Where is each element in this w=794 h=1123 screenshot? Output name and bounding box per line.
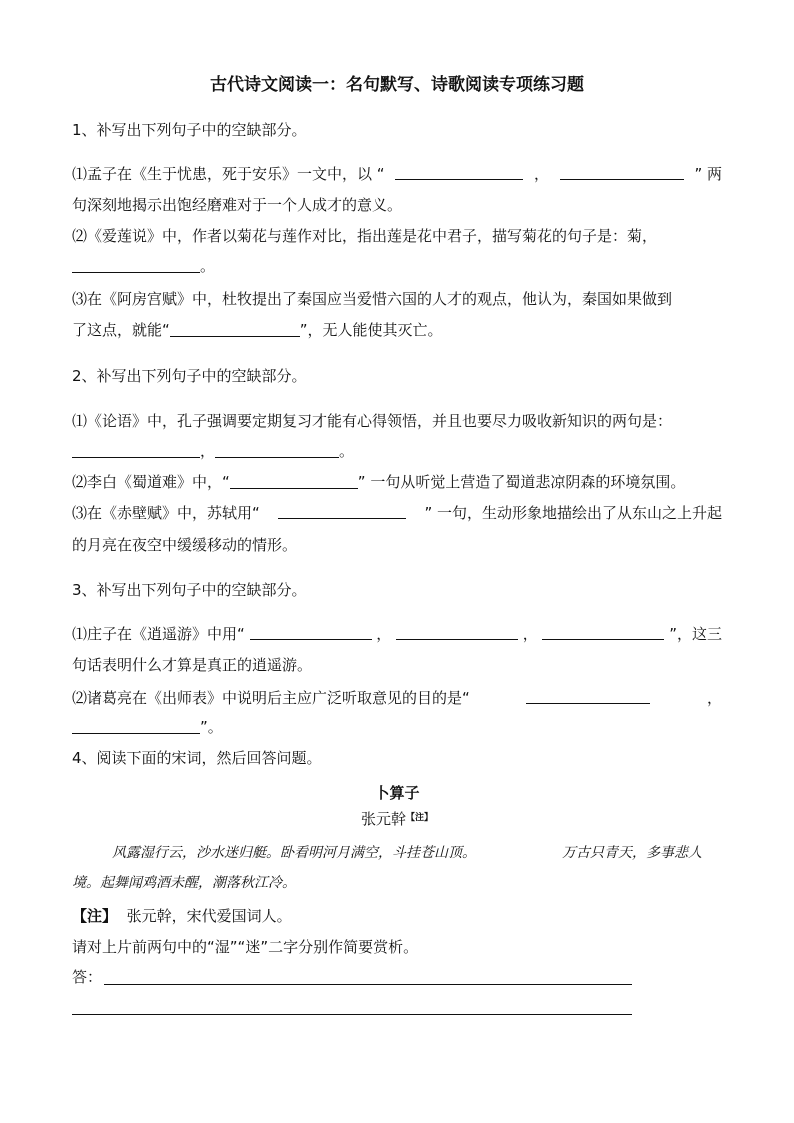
- q1-item1-text-pre: ⑴孟子在《生于忧患，死于安乐》一文中，以 “: [72, 165, 385, 183]
- answer-line[interactable]: [104, 984, 632, 985]
- q2-item1-line2: [72, 441, 354, 461]
- q2-item3-text-pre: ⑶在《赤壁赋》中，苏轼用“: [72, 504, 260, 522]
- q2-item1-sep: ，: [200, 442, 216, 460]
- q3-heading: 3、补写出下列句子中的空缺部分。: [72, 581, 307, 599]
- q3-item1-text-post: ”，这三: [669, 625, 722, 643]
- q2-item2-line: [72, 472, 685, 492]
- q3-item1-line2: 句话表明什么才算是真正的逍遥游。: [72, 656, 313, 674]
- q1-item1-line2: 句深刻地揭示出饱经磨难对于一个人成才的意义。: [72, 196, 403, 214]
- q3-item2-sep: ，: [706, 689, 722, 707]
- answer-blank[interactable]: [170, 321, 300, 337]
- answer-blank[interactable]: [560, 164, 684, 180]
- q1-item2-line2: [72, 256, 215, 276]
- q3-item1-text-pre: ⑴庄子在《逍遥游》中用“: [72, 625, 245, 643]
- answer-blank[interactable]: [395, 164, 523, 180]
- poem-author: [0, 808, 794, 829]
- q3-item2-end: ”。: [200, 718, 223, 736]
- q2-item2-text-pre: ⑵李白《蜀道难》中，“: [72, 473, 230, 491]
- answer-blank[interactable]: [278, 503, 406, 519]
- q1-item2-end: 。: [200, 257, 216, 275]
- note-marker: 【注】: [406, 813, 434, 823]
- answer-blank[interactable]: [72, 442, 200, 458]
- q1-item3-line2: [72, 320, 443, 340]
- note-label: 【注】: [72, 907, 118, 925]
- page-title: 古代诗文阅读一：名句默写、诗歌阅读专项练习题: [210, 75, 584, 95]
- answer-blank[interactable]: [542, 624, 664, 640]
- poem-line1-a: 风露湿行云，沙水迷归艇。卧看明河月满空，斗挂苍山顶。: [112, 845, 476, 861]
- answer-blank[interactable]: [526, 688, 650, 704]
- answer-blank[interactable]: [396, 624, 518, 640]
- q2-heading: 2、补写出下列句子中的空缺部分。: [72, 367, 307, 385]
- note-text: 张元幹，宋代爱国词人。: [126, 907, 292, 925]
- q3-item1-sep1: ，: [376, 625, 392, 643]
- q1-item3-text-post: ”，无人能使其灭亡。: [299, 321, 443, 339]
- q1-heading: 1、补写出下列句子中的空缺部分。: [72, 121, 307, 139]
- poem-line1-b: 万古只青天，多事悲人: [562, 845, 702, 861]
- q4-heading: 4、阅读下面的宋词，然后回答问题。: [72, 749, 322, 767]
- answer-blank[interactable]: [72, 257, 200, 273]
- poem-title: 卜算子: [374, 784, 420, 802]
- q1-item1-line1: [72, 164, 722, 184]
- answer-line[interactable]: [72, 1014, 632, 1015]
- q2-item1-line1: ⑴《论语》中，孔子强调要定期复习才能有心得领悟，并且也要尽力吸收新知识的两句是：: [72, 412, 673, 430]
- author-name: 张元幹: [360, 810, 406, 828]
- q2-item1-end: 。: [339, 442, 355, 460]
- q2-item3-line1: [72, 503, 722, 523]
- q1-item2-line1: ⑵《爱莲说》中，作者以菊花与莲作对比，指出莲是花中君子，描写菊花的句子是：菊，: [72, 227, 658, 245]
- q1-item3-text-pre: 了这点，就能“: [72, 321, 170, 339]
- q1-item1-text-post: ” 两: [694, 165, 722, 183]
- note-line: [72, 906, 292, 926]
- q3-item1-sep2: ，: [522, 625, 538, 643]
- answer-label: 答：: [72, 968, 103, 986]
- answer-blank[interactable]: [250, 624, 372, 640]
- answer-blank[interactable]: [230, 473, 358, 489]
- q1-item1-sep: ，: [533, 165, 549, 183]
- q2-item3-text-post: ” 一句，生动形象地描绘出了从东山之上升起: [424, 504, 722, 522]
- q1-item3-line1: ⑶在《阿房宫赋》中，杜牧提出了秦国应当爱惜六国的人才的观点，他认为，秦国如果做到: [72, 290, 673, 308]
- q3-item2-line2: [72, 717, 223, 737]
- q2-item3-line2: 的月亮在夜空中缓缓移动的情形。: [72, 536, 298, 554]
- q2-item2-text-post: ” 一句从听觉上营造了蜀道悲凉阴森的环境氛围。: [357, 473, 686, 491]
- q3-item2-line1: [72, 688, 722, 708]
- poem-line2: 境。起舞闻鸡酒未醒，潮落秋江冷。: [72, 875, 296, 891]
- q3-item2-text-pre: ⑵诸葛亮在《出师表》中说明后主应广泛听取意见的目的是“: [72, 689, 470, 707]
- q3-item1-line1: [72, 624, 722, 644]
- q4-question: 请对上片前两句中的“湿”“迷”二字分别作简要赏析。: [72, 938, 419, 956]
- answer-blank[interactable]: [72, 718, 200, 734]
- answer-blank[interactable]: [215, 442, 339, 458]
